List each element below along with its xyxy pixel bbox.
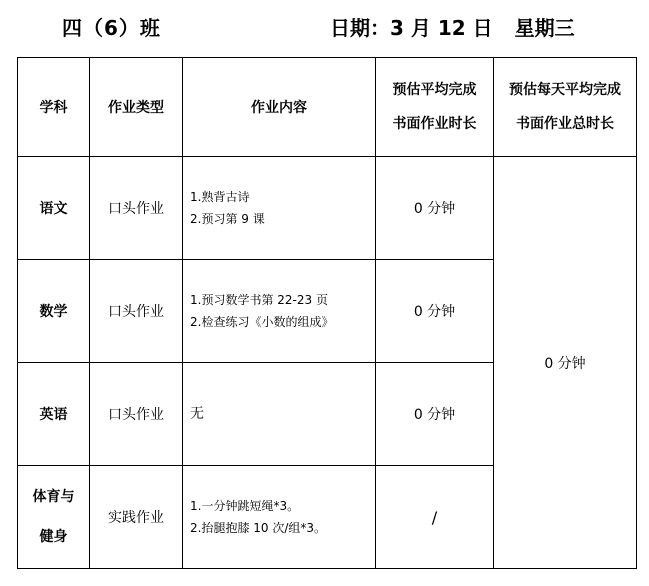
weekday: 星期三	[514, 16, 575, 40]
subject-cell: 语文	[18, 157, 90, 260]
col-header-total-time	[494, 58, 637, 157]
title-row	[0, 8, 649, 44]
homework-table	[17, 57, 637, 569]
content-cell	[183, 466, 376, 569]
content-line: 1.预习数学书第 22-23 页	[190, 293, 328, 307]
class-name: 四（6）班	[62, 16, 161, 40]
subject-cell: 数学	[18, 260, 90, 363]
content-line: 1.熟背古诗	[190, 190, 250, 204]
type-cell: 口头作业	[90, 157, 183, 260]
content-cell	[183, 157, 376, 260]
col-header-type: 作业类型	[90, 58, 183, 157]
col-header-subject: 学科	[18, 58, 90, 157]
date: 日期：3 月 12 日	[330, 16, 493, 40]
content-line: 2.抬腿抱膝 10 次/组*3。	[190, 521, 327, 535]
content-line: 2.预习第 9 课	[190, 212, 265, 226]
col-header-avg-time	[376, 58, 494, 157]
date-line	[330, 12, 575, 41]
content-line: 2.检查练习《小数的组成》	[190, 315, 334, 329]
avg-time-cell: 0 分钟	[376, 260, 494, 363]
col-header-content: 作业内容	[183, 58, 376, 157]
col-header-total-time-line1: 预估每天平均完成	[509, 82, 621, 98]
header-row	[18, 58, 637, 157]
col-header-avg-time-line1: 预估平均完成	[392, 82, 477, 98]
content-cell	[183, 363, 376, 466]
subject-cell	[18, 466, 90, 569]
type-cell: 实践作业	[90, 466, 183, 569]
content-cell	[183, 260, 376, 363]
col-header-total-time-line2: 书面作业总时长	[516, 116, 614, 132]
type-cell: 口头作业	[90, 363, 183, 466]
col-header-avg-time-line2: 书面作业时长	[392, 116, 477, 132]
total-time-cell: 0 分钟	[494, 157, 637, 569]
subject-cell: 英语	[18, 363, 90, 466]
content-line: 无	[190, 406, 204, 422]
content-line: 1.一分钟跳短绳*3。	[190, 499, 300, 513]
subject-line: 体育与	[32, 489, 75, 505]
type-cell: 口头作业	[90, 260, 183, 363]
avg-time-cell: 0 分钟	[376, 363, 494, 466]
table-row	[18, 157, 637, 260]
avg-time-cell: /	[376, 466, 494, 569]
avg-time-cell: 0 分钟	[376, 157, 494, 260]
subject-line: 健身	[39, 529, 68, 545]
